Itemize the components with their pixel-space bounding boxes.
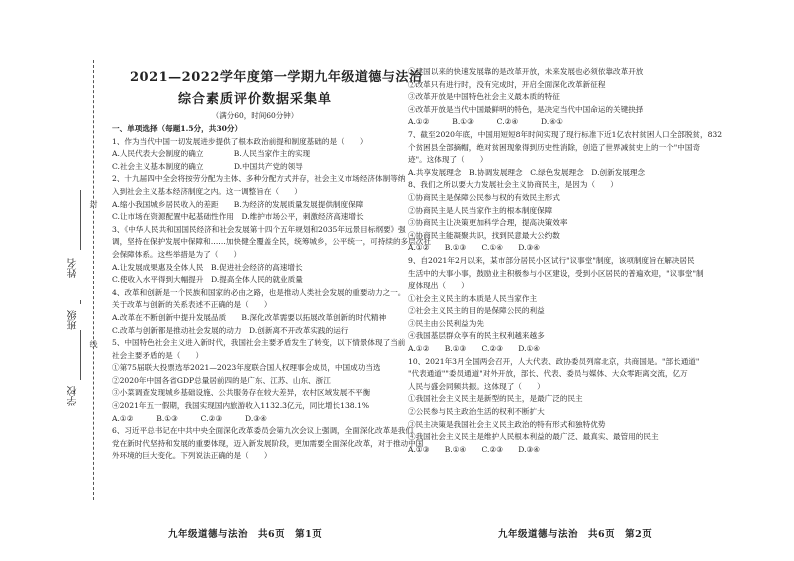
question-line: 7、截至2020年底，中国用短短8年时间实现了现行标准下近1亿农村贫困人口全部脱贫，832 — [408, 129, 723, 139]
question-line: ①我国社会主义民主是新型的民主，是最广泛的民主 — [408, 394, 583, 404]
question-line: 生活中的大事小事，鼓励业主积极参与小区建设，受到小区居民的普遍欢迎，"议事堂"制 — [408, 268, 704, 278]
question-line: A.改革在不断创新中提升发展品质 B.深化改革需要以拓展改革创新的时代精神 — [112, 312, 387, 322]
question-line: ②公民参与民主政治生活的权利不断扩大 — [408, 407, 545, 417]
question-line: ④我国基层群众享有的民主权利越来越多 — [408, 331, 545, 341]
question-line: ①协商民主是保障公民参与权的有效民主形式 — [408, 192, 560, 202]
question-line: ①建国以来的快速发展靠的是改革开放，未来发展也必须依靠改革开放 — [408, 67, 644, 76]
question-line: ③小菜调查发现城乡基础设施、公共服务存在较大差异，农村区域发展不平衡 — [112, 388, 371, 398]
question-line: ③协商民主让决策更加科学合理，提高决策效率 — [408, 218, 568, 228]
question-line: ④协商民主能凝聚共识，找到民意最大公约数 — [408, 230, 560, 240]
question-line: ③民主由公民利益为先 — [408, 318, 484, 328]
class-blank[interactable] — [80, 300, 81, 304]
question-line: 一、单项选择（每题1.5分，共30分） — [112, 124, 243, 133]
binding-strip — [0, 0, 110, 561]
class-label: 班级 — [68, 310, 79, 330]
question-line: 9、自2021年2月以来，某市部分居民小区试行"议事堂"制度，该项制度旨在解决居民 — [408, 255, 695, 265]
footer-page2: 九年级道德与法治 共6页 第2页 — [498, 529, 653, 540]
question-line: 度体现出（ ） — [408, 281, 469, 291]
question-line: 1、作为当代中国一切发展进步提供了根本政治前提和制度基础的是（ ） — [112, 136, 368, 146]
question-line: A.人民代表大会制度的确立 B.人民当家作主的实现 — [112, 149, 311, 159]
question-line: A.缩小我国城乡居民收入的差距 B.为经济的发展质量发展提供制度保障 — [112, 199, 364, 209]
question-line: 6、习近平总书记在中共中央全面深化改革委员会第九次会议上强调，全面深化改革是我们 — [112, 426, 413, 436]
question-line: ④2021年五一假期，我国实现国内旅游收入1132.3亿元，同比增长138.1% — [112, 401, 370, 411]
binding-dashed-line — [93, 60, 94, 500]
question-line: 会保障体系。这些举措是为了（ ） — [112, 249, 242, 259]
question-line: A.①② B.①③ C.②④ D.④① — [408, 117, 563, 127]
question-line: 4、改革和创新是一个民族和国家的必由之路，也是推动人类社会发展的重要动力之一。 — [112, 287, 406, 297]
question-line: ②社会主义民主的目的是保障公民的利益 — [408, 306, 545, 316]
school-blank[interactable] — [80, 330, 81, 380]
right-question-lines — [408, 66, 723, 456]
question-line: ①第75届联大投票选举2021—2023年度联合国人权理事会成员，中国成功当选 — [112, 363, 381, 373]
question-line: C.社会主义基本制度的确立 D.中国共产党的领导 — [112, 161, 303, 171]
question-line: 3、《中华人民共和国国民经济和社会发展第十四个五年规划和2035年远景目标纲要》强 — [112, 224, 406, 234]
question-line: A.①② B.①③ C.②③ D.①④ — [408, 344, 541, 354]
question-line: ③改革开放是中国特色社会主义最本质的特征 — [408, 92, 560, 102]
question-line: 8、我们之所以要大力发展社会主义协商民主，是因为（ ） — [408, 180, 618, 190]
question-line: C.让市场在资源配置中起基础性作用 D.维护市场公平，刺激经济高速增长 — [112, 212, 364, 222]
question-line: "代表通道""委员通道"对外开放，部长、代表、委员与媒体、大众零距离交流，亿万 — [408, 369, 688, 379]
question-line: A.①③ B.①④ C.②③ D.③④ — [408, 444, 541, 454]
question-line: 关于改革与创新的关系表述不正确的是（ ） — [112, 300, 272, 310]
question-line: 5、中国特色社会主义进入新时代，我国社会主要矛盾发生了转变，以下情景体现了当前 — [112, 338, 406, 348]
question-line: ②改革只有进行时，没有完成时，开启全面深化改革新征程 — [408, 79, 606, 89]
name-blank[interactable] — [80, 190, 81, 250]
question-line: A.让发展成果惠及全体人民 B.促进社会经济的高速增长 — [112, 262, 303, 272]
question-line: 人民与盛会同频共振。这体现了（ ） — [408, 381, 545, 391]
question-line: ①社会主义民主的本质是人民当家作主 — [408, 293, 538, 303]
question-line: C.使收入水平得到大幅提升 D.提高全体人民的就业质量 — [112, 275, 303, 285]
question-line: ②协商民主是人民当家作主的根本制度保障 — [408, 205, 553, 215]
question-line: ②2020年中国各省GDP总量居前四的是广东、江苏、山东、浙江 — [112, 375, 331, 385]
question-line: 迹"。这体现了（ ） — [408, 155, 488, 165]
exam-subtitle: （满分60，时间60分钟） — [211, 111, 299, 120]
question-line: C.改革与创新都是推动社会发展的动力 D.创新离不开改革实践的运行 — [112, 325, 349, 335]
question-line: 个贫困县全部摘帽，绝对贫困现象得到历史性消除，创造了世界减贫史上的一个"中国奇 — [408, 142, 701, 152]
question-line: A.①② B.①③ C.①④ D.③④ — [408, 243, 541, 253]
question-line: ④我国社会主义民主是维护人民根本利益的最广泛、最真实、最管用的民主 — [408, 432, 659, 442]
footer-page1: 九年级道德与法治 共6页 第1页 — [168, 529, 323, 540]
question-line: 党在新时代坚持和发展的重要体现，迈入新发展阶段，更加需要全面深化改革，对于推动中国 — [112, 438, 424, 448]
cut-mark-1: 封 — [89, 200, 98, 208]
left-question-lines — [112, 123, 431, 463]
question-line: 10、2021年3月全国两会召开，人大代表、政协委员列席北京，共商国是。"部长通道" — [408, 356, 700, 366]
question-line: A.①② B.①③ C.②③ D.③④ — [112, 413, 267, 423]
name-label: 姓名 — [68, 258, 79, 278]
school-label: 学校 — [68, 386, 79, 406]
question-line: ④改革开放是当代中国最鲜明的特色，是决定当代中国命运的关键抉择 — [408, 104, 644, 114]
question-line: ③民主决策是我国社会主义民主政治的特有形式和独特优势 — [408, 419, 606, 429]
question-line: 2、十九届四中全会将按劳分配为主体、多种分配方式并存，社会主义市场经济体制等纳 — [112, 174, 406, 184]
question-line: 社会主要矛盾的是（ ） — [112, 350, 204, 360]
exam-title-line2: 综合素质评价数据采集单 — [177, 92, 332, 107]
question-line: A.共享发展理念 B.协调发展理念 C.绿色发展理念 D.创新发展理念 — [408, 167, 646, 177]
question-line: 入到社会主义基本经济制度之内。这一调整旨在（ ） — [112, 186, 302, 196]
question-line: 调，坚持在保护发展中保障和……加快健全覆盖全民，统筹城乡，公平统一，可持续的多层次社 — [112, 237, 431, 247]
question-line: 外环境的巨大变化。下列说法正确的是（ ） — [112, 451, 272, 461]
exam-title-line1: 2021—2022学年度第一学期九年级道德与法治 — [130, 70, 423, 85]
cut-mark-2: 线 — [89, 340, 98, 348]
